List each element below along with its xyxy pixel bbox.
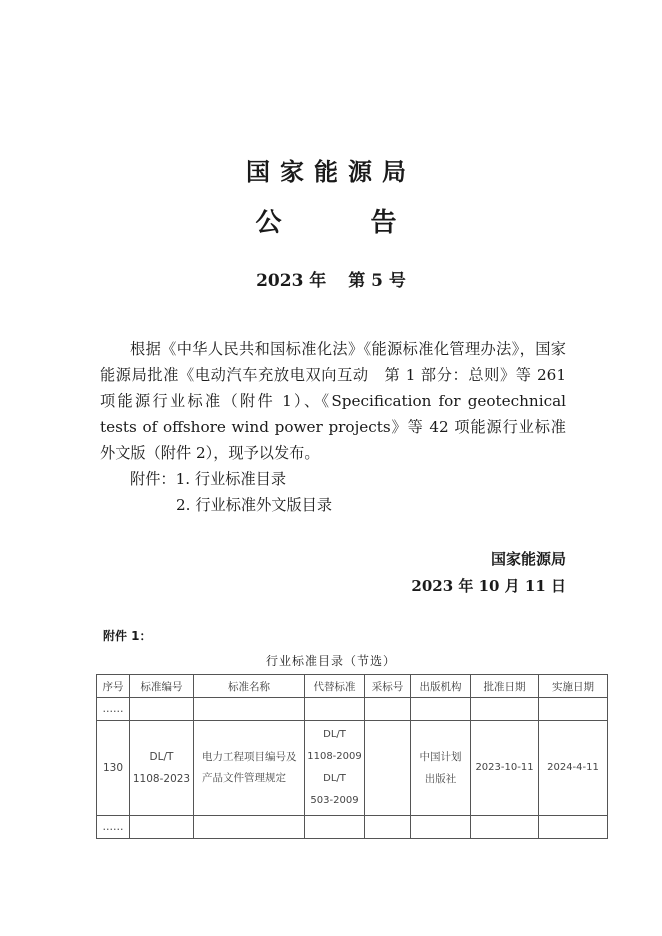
document-type-title: 公 告 — [255, 208, 437, 238]
column-header: 出版机构 — [411, 675, 471, 698]
signature-date: 2023 年 10 月 11 日 — [411, 577, 566, 595]
signature-agency: 国家能源局 — [490, 550, 566, 568]
column-header: 标准编号 — [130, 675, 194, 698]
table-row-ellipsis — [97, 816, 608, 839]
announcement-paragraph: 根据《中华人民共和国标准化法》《能源标准化管理办法》，国家能源局批准《电动汽车充放电双向互动 第 1 部分：总则》等 261 项能源行业标准（附件 1）、《Specification for geotechnical tests of offshore wind power projects》等 42 项能源行业标准外文版（附件 2），现予以发布。 — [100, 340, 566, 462]
seq-cell: 130 — [97, 721, 130, 816]
approve-date-cell: 2023-10-11 — [471, 721, 539, 816]
table-row-ellipsis — [97, 698, 608, 721]
replace-line: 503-2009 — [310, 795, 359, 806]
appendix-label: 附件 1： — [103, 629, 152, 643]
document-year: 2023 年 — [256, 271, 327, 291]
replace-line: DL/T — [323, 773, 346, 784]
ellipsis-cell: …… — [97, 816, 130, 839]
std-no-cell — [130, 721, 194, 816]
issuing-agency-title: 国家能源局 — [246, 158, 416, 186]
publisher-cell: 中国计划出版社 — [411, 721, 471, 816]
column-header: 批准日期 — [471, 675, 539, 698]
adopt-no-cell — [365, 721, 411, 816]
announcement-body — [100, 336, 566, 518]
attachment-item-1: 附件：1. 行业标准目录 — [130, 470, 287, 488]
replace-line: DL/T — [323, 729, 346, 740]
std-no-line: DL/T — [149, 751, 174, 763]
column-header: 序号 — [97, 675, 130, 698]
table-row — [97, 721, 608, 816]
document-serial: 第 5 号 — [348, 271, 406, 291]
column-header: 标准名称 — [194, 675, 305, 698]
column-header: 实施日期 — [539, 675, 608, 698]
column-header: 采标号 — [365, 675, 411, 698]
replace-line: 1108-2009 — [307, 751, 362, 762]
table-header-row — [97, 675, 608, 698]
replace-cell — [305, 721, 365, 816]
std-no-line: 1108-2023 — [132, 773, 191, 785]
standards-table — [96, 674, 608, 839]
attachment-item-2: 2. 行业标准外文版目录 — [176, 496, 333, 514]
table-title: 行业标准目录（节选） — [265, 654, 396, 668]
effective-date-cell: 2024-4-11 — [539, 721, 608, 816]
document-number — [0, 266, 662, 291]
ellipsis-cell: …… — [97, 698, 130, 721]
std-name-cell: 电力工程项目编号及产品文件管理规定 — [194, 721, 305, 816]
column-header: 代替标准 — [305, 675, 365, 698]
